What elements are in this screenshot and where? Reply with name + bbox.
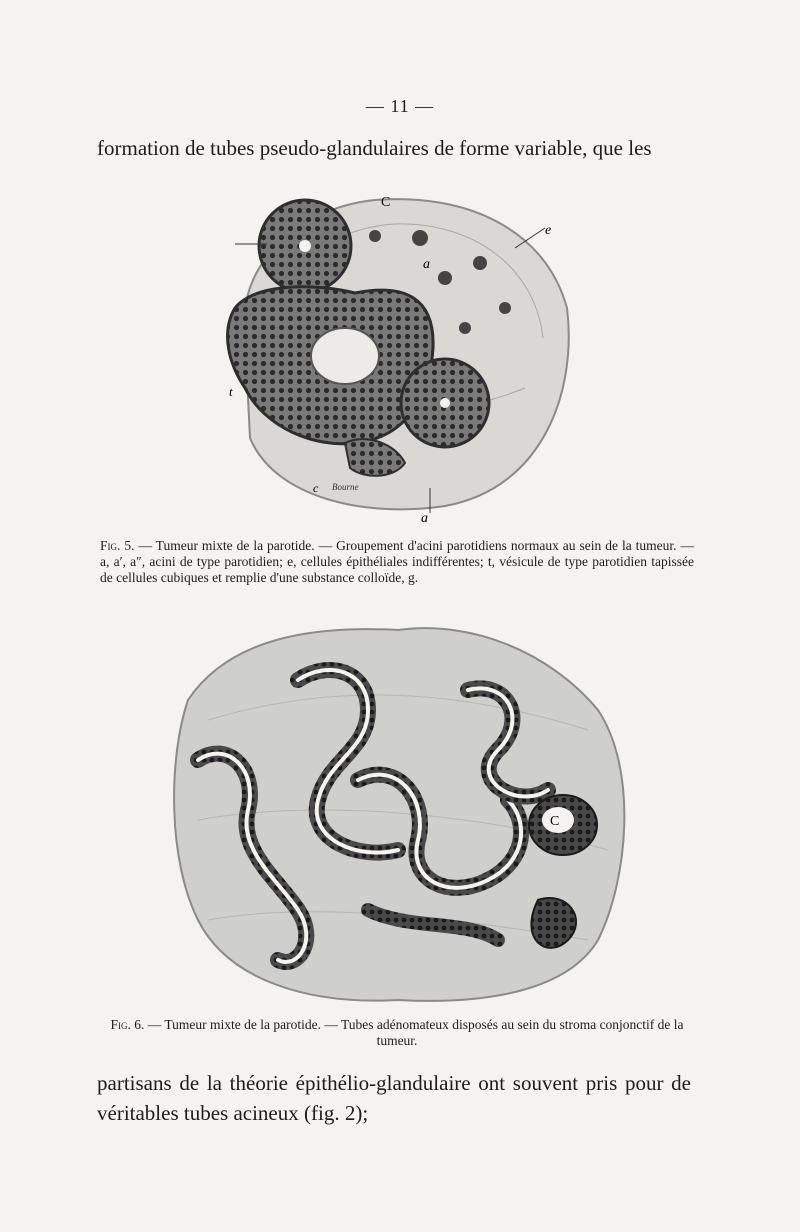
figure-5-caption	[100, 538, 694, 586]
figure-5-label: Fig. 5.	[100, 538, 135, 553]
figure-5-letter-e: e	[545, 223, 552, 238]
figure-5-illustration	[205, 188, 577, 524]
figure-5-caption-text: — Tumeur mixte de la parotide. — Groupement d'acini parotidiens normaux au sein de la tumeur. — a, a′, a″, acini de type parotidien; e, cellules épithéliales indifférentes; t, vésicule de type parotidien tapissée de cellules cubiques et remplie d'une substance colloïde, g.	[100, 538, 694, 585]
figure-6-drawing	[168, 620, 634, 1010]
paragraph-bottom-line-1: partisans de la théorie épithélio-glandulaire ont souvent pris pour de	[97, 1071, 691, 1095]
figure-6-caption	[100, 1017, 694, 1049]
figure-6-label: Fig. 6.	[110, 1017, 145, 1032]
figure-5-letter-c-bottom: c	[313, 481, 319, 495]
page-number: — 11 —	[365, 96, 435, 116]
figure-5-drawing	[205, 188, 577, 524]
paragraph-top: formation de tubes pseudo-glandulaires de forme variable, que les	[97, 136, 652, 160]
figure-5-letter-a: a	[423, 257, 430, 272]
figure-5-letter-a-bottom: a	[421, 511, 428, 524]
figure-5-letter-t: t	[229, 384, 233, 399]
figure-5-credit: Bourne	[332, 482, 359, 492]
figure-5-letter-c: C	[381, 195, 391, 210]
figure-6-letter-c: C	[550, 814, 560, 829]
paragraph-bottom-line-2: véritables tubes acineux (fig. 2);	[97, 1101, 369, 1125]
figure-6-caption-text: — Tumeur mixte de la parotide. — Tubes adénomateux disposés au sein du stroma conjonctif de la tumeur.	[144, 1017, 684, 1048]
paragraph-bottom	[97, 1068, 691, 1128]
figure-6-illustration	[168, 620, 634, 1010]
